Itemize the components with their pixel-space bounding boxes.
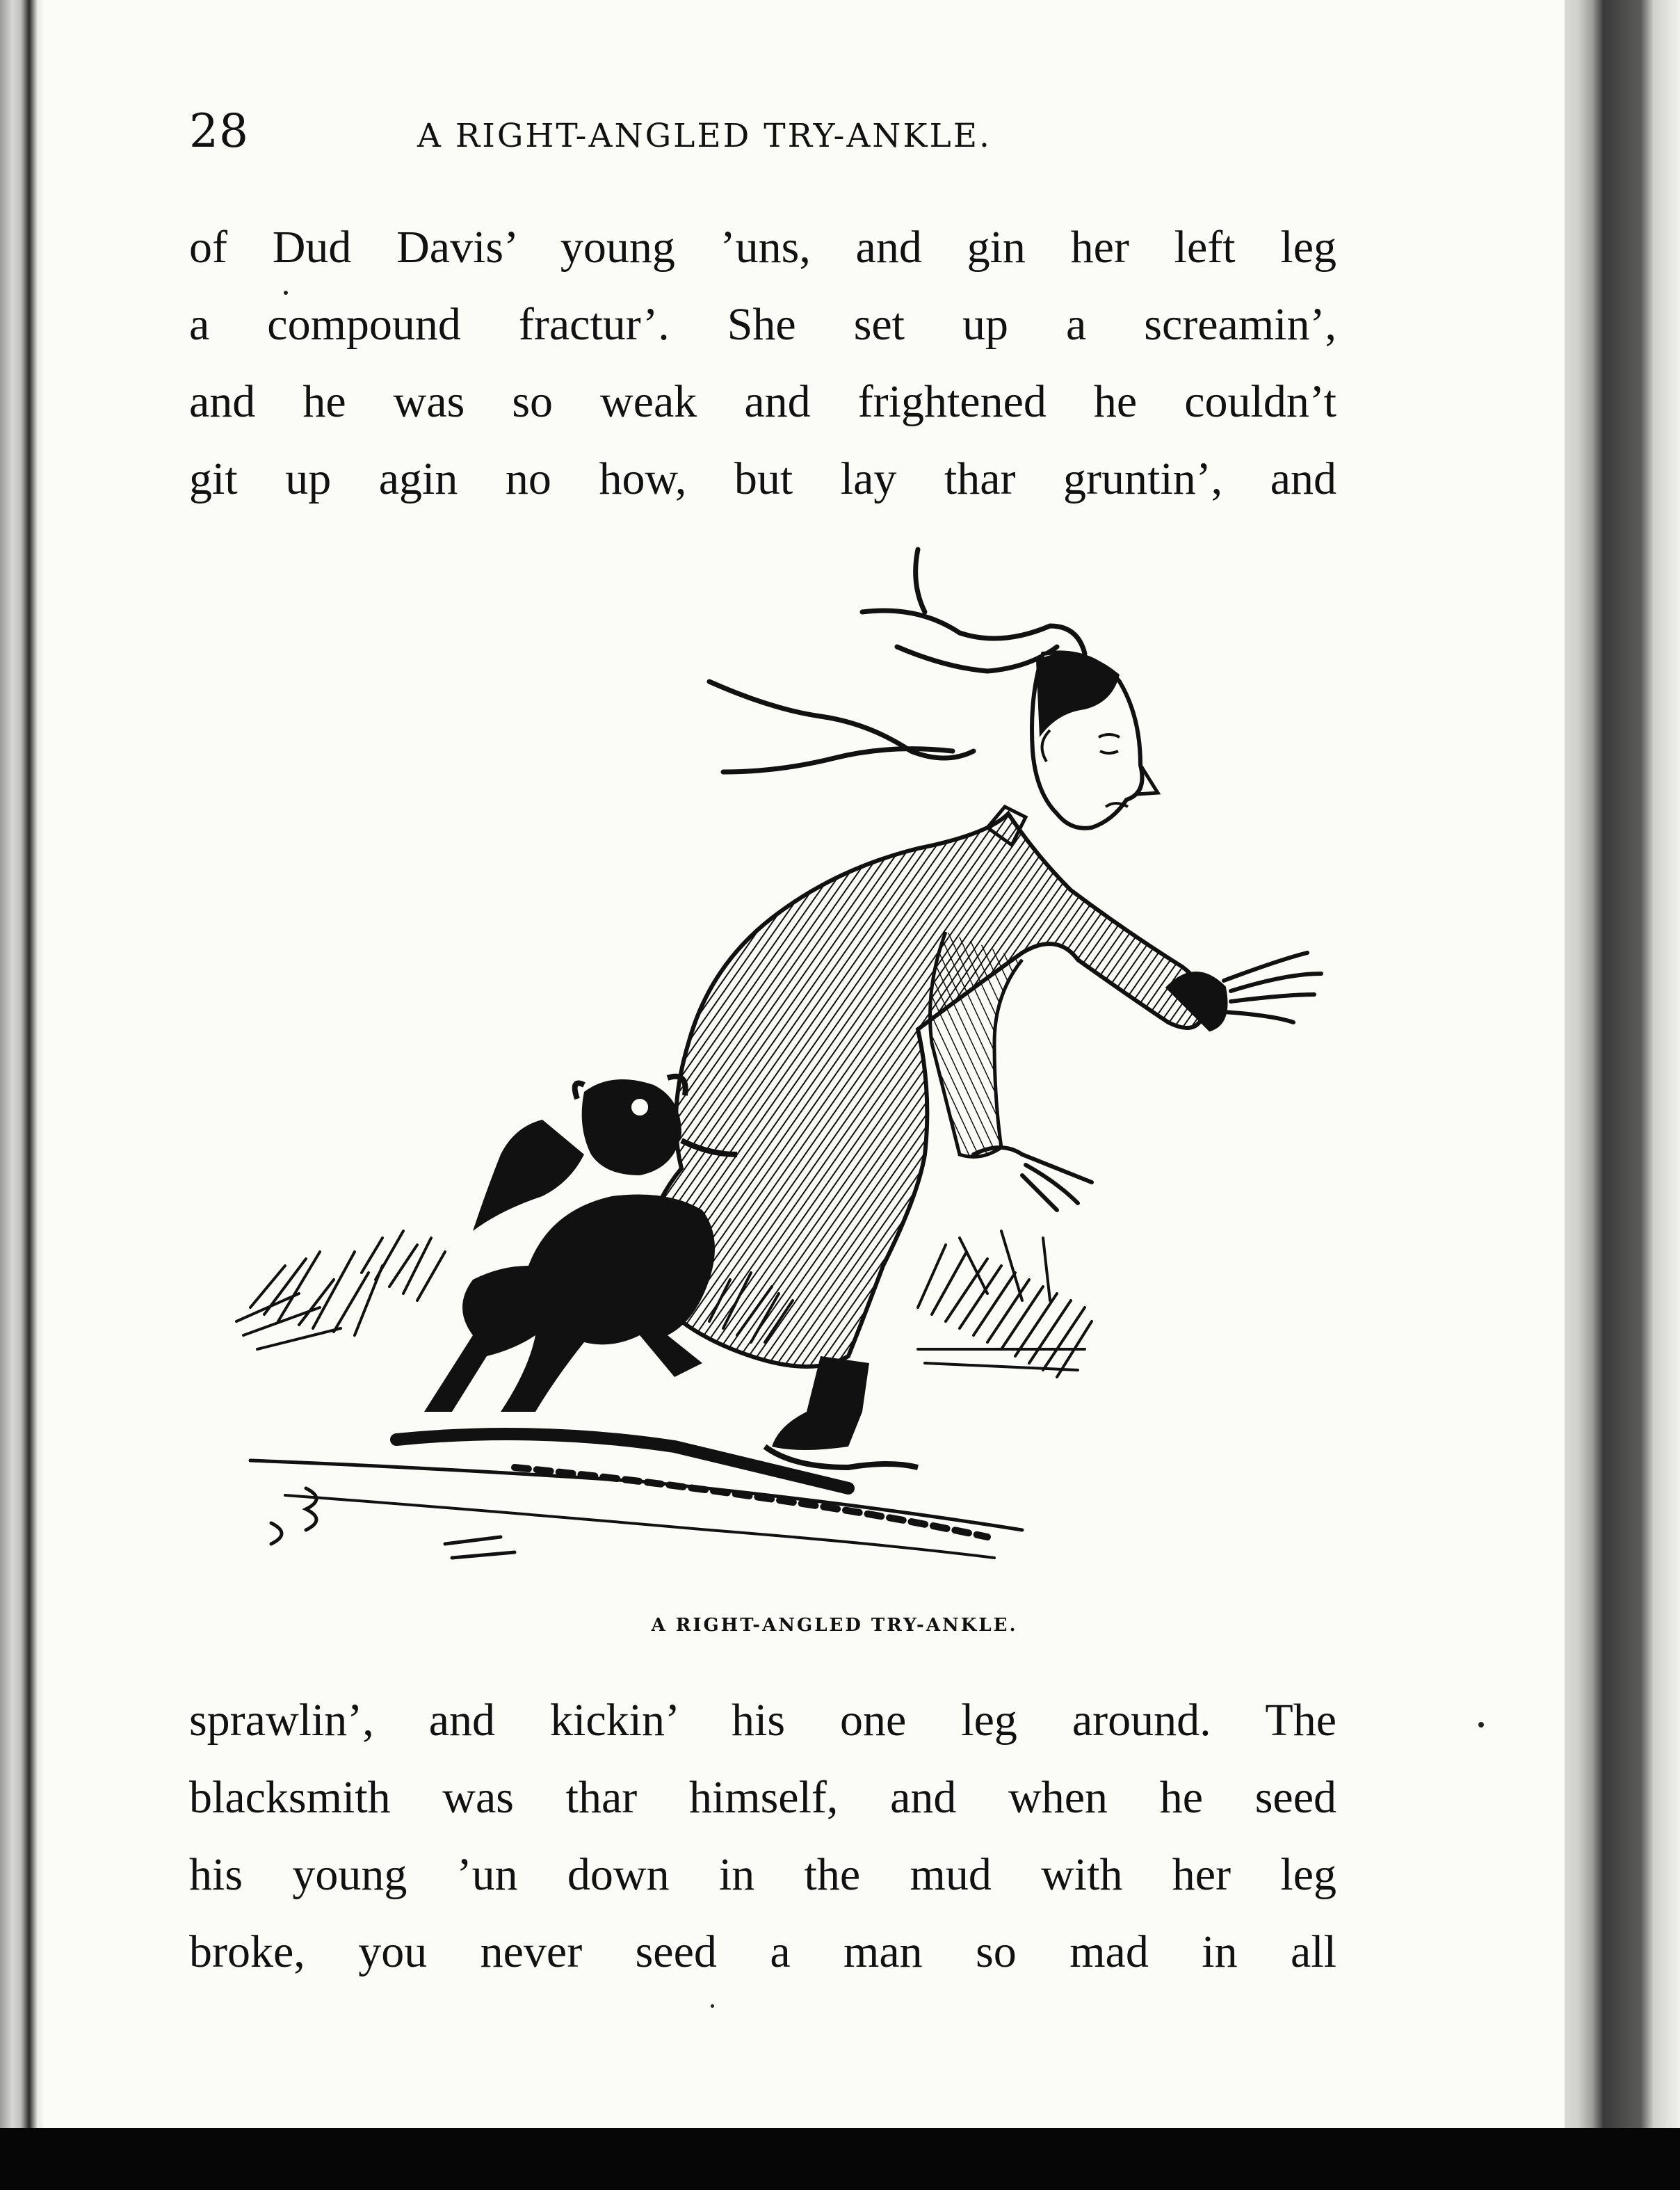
book-binding-left [0, 0, 43, 2190]
text-line: and he was so weak and frightened he couldn’t [189, 376, 1336, 427]
scan-bottom-border [0, 2128, 1680, 2190]
text-line: git up agin no how, but lay thar gruntin’, and [189, 453, 1336, 504]
running-head: A RIGHT-ANGLED TRY-ANKLE. [417, 117, 992, 155]
woman-legs [765, 1356, 918, 1467]
hair-ribbons [709, 549, 1085, 772]
ground [250, 1434, 1022, 1558]
illustration-caption: A RIGHT-ANGLED TRY-ANKLE. [651, 1615, 1018, 1636]
text-line: his young ’un down in the mud with her leg [189, 1849, 1336, 1900]
book-edge-right [1565, 0, 1680, 2128]
text-line: blacksmith was thar himself, and when he seed [189, 1772, 1336, 1823]
engraving-illustration [223, 542, 1349, 1607]
text-line: broke, you never seed a man so mad in all [189, 1926, 1336, 1977]
body-text-top [189, 209, 1336, 517]
woman-head [1032, 652, 1158, 828]
page-number: 28 [189, 104, 249, 158]
scan-speck [1478, 1722, 1484, 1728]
body-text-bottom [189, 1682, 1336, 1990]
text-line: of Dud Davis’ young ’uns, and gin her left leg [189, 222, 1336, 273]
scan-speck [711, 2004, 714, 2008]
scan-speck [284, 291, 288, 295]
text-line: a compound fractur’. She set up a screamin’, [189, 299, 1336, 350]
text-line: sprawlin’, and kickin’ his one leg around. The [189, 1695, 1336, 1746]
woman-dress [640, 807, 1204, 1367]
